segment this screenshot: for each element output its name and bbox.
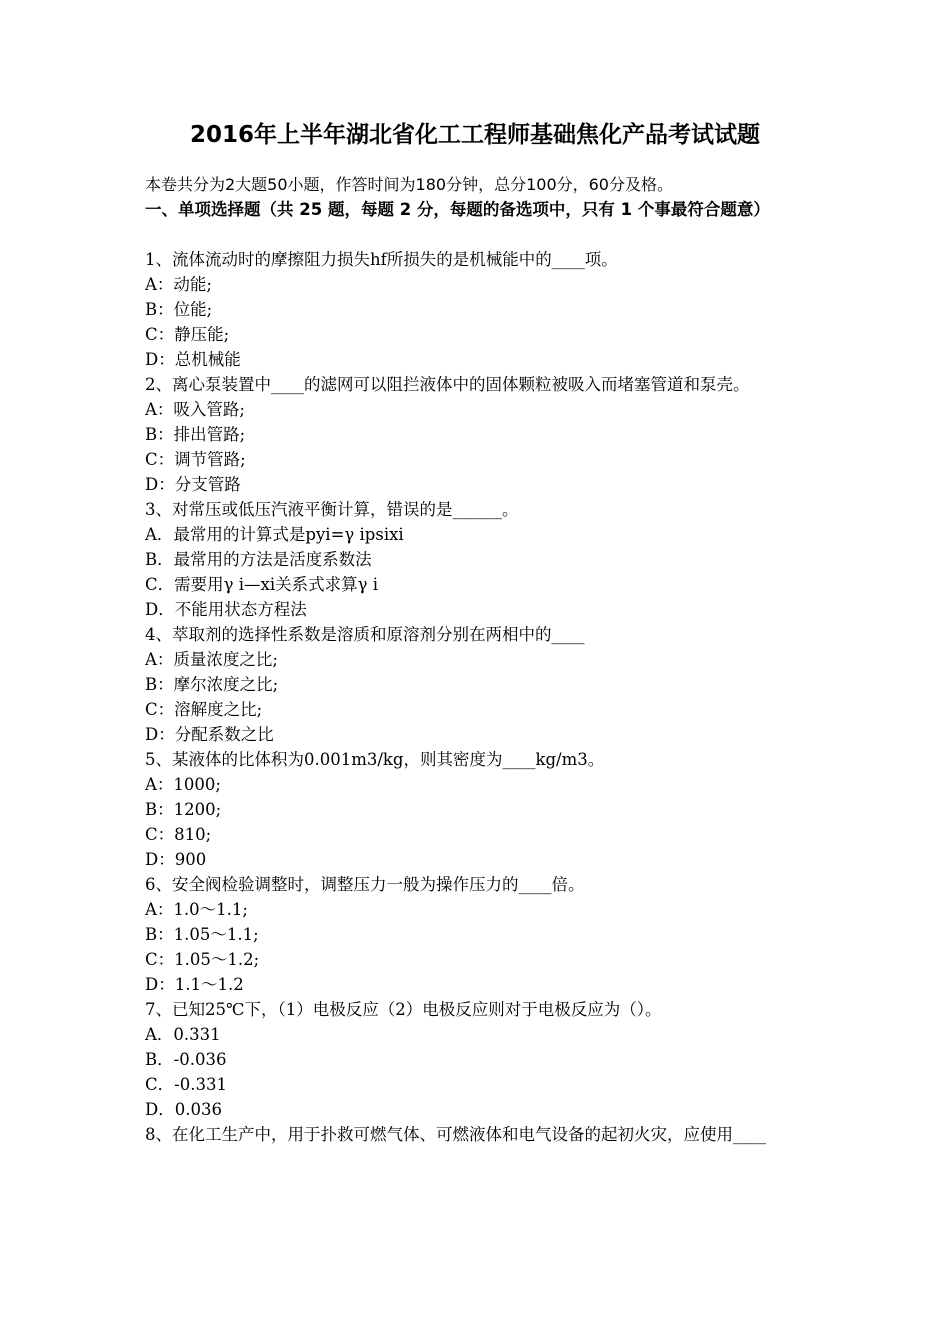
question-option: B：排出管路; — [145, 425, 246, 444]
question-option: B．最常用的方法是活度系数法 — [145, 550, 372, 569]
question-option: C：1.05～1.2; — [145, 950, 260, 969]
question-option: B：1200; — [145, 800, 222, 819]
question-option: A．0.331 — [145, 1025, 221, 1044]
question-option: A：1000; — [145, 775, 221, 794]
question-option: D：分支管路 — [145, 475, 241, 494]
question-stem: 2、离心泵装置中____的滤网可以阻拦液体中的固体颗粒被吸入而堵塞管道和泵壳。 — [145, 375, 750, 394]
question-option: D：总机械能 — [145, 350, 241, 369]
question-option: C：静压能; — [145, 325, 230, 344]
question-option: B：1.05～1.1; — [145, 925, 259, 944]
question-option: A．最常用的计算式是pyi=γ ipsixi — [145, 525, 404, 544]
question-option: B：位能; — [145, 300, 213, 319]
question-option: C：溶解度之比; — [145, 700, 263, 719]
exam-intro: 本卷共分为2大题50小题，作答时间为180分钟，总分100分，60分及格。 — [145, 175, 673, 194]
question-stem: 3、对常压或低压汽液平衡计算，错误的是______。 — [145, 500, 519, 519]
question-option: A：动能; — [145, 275, 212, 294]
question-stem: 1、流体流动时的摩擦阻力损失hf所损失的是机械能中的____项。 — [145, 250, 618, 269]
question-option: D：分配系数之比 — [145, 725, 274, 744]
question-stem: 6、安全阀检验调整时，调整压力一般为操作压力的____倍。 — [145, 875, 585, 894]
question-option: C：调节管路; — [145, 450, 246, 469]
question-option: D．不能用状态方程法 — [145, 600, 307, 619]
page-title: 2016年上半年湖北省化工工程师基础焦化产品考试试题 — [189, 122, 760, 148]
question-option: C．-0.331 — [145, 1075, 227, 1094]
question-option: B：摩尔浓度之比; — [145, 675, 279, 694]
question-stem: 4、萃取剂的选择性系数是溶质和原溶剂分别在两相中的____ — [145, 625, 585, 644]
question-option: D：1.1～1.2 — [145, 975, 244, 994]
question-option: D：900 — [145, 850, 207, 869]
question-option: C．需要用γ i—xi关系式求算γ i — [145, 575, 378, 594]
question-option: A：吸入管路; — [145, 400, 245, 419]
question-stem: 7、已知25℃下，（1）电极反应（2）电极反应则对于电极反应为（）。 — [145, 1000, 662, 1019]
question-list — [145, 247, 810, 1147]
section-heading: 一、单项选择题（共 25 题，每题 2 分，每题的备选项中，只有 1 个事最符合题意） — [145, 200, 770, 219]
question-option: D．0.036 — [145, 1100, 222, 1119]
question-option: C：810; — [145, 825, 212, 844]
question-option: A：质量浓度之比; — [145, 650, 278, 669]
question-stem: 5、某液体的比体积为0.001m3/kg，则其密度为____kg/m3。 — [145, 750, 605, 769]
question-stem: 8、在化工生产中，用于扑救可燃气体、可燃液体和电气设备的起初火灾，应使用____ — [145, 1125, 766, 1144]
question-option: B．-0.036 — [145, 1050, 227, 1069]
question-option: A：1.0～1.1; — [145, 900, 248, 919]
